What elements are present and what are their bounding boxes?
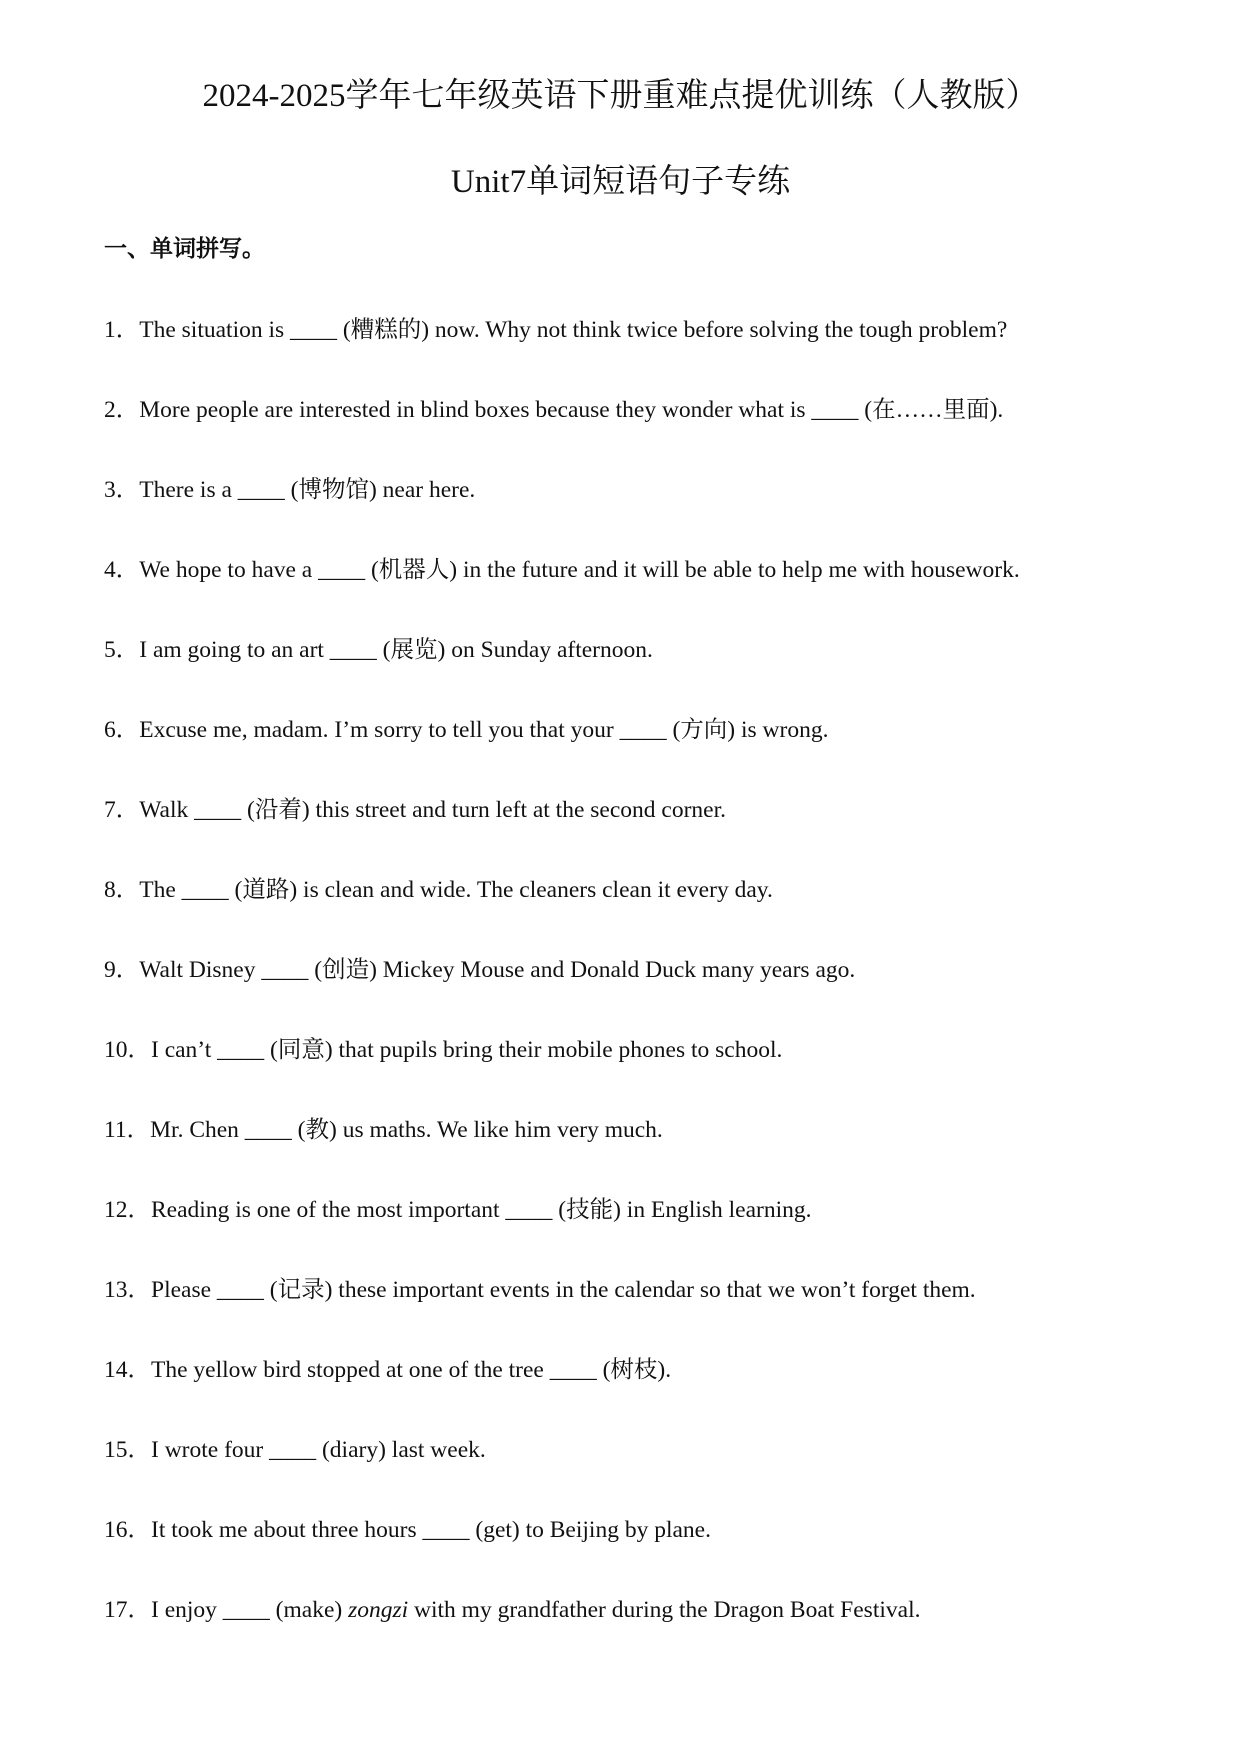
question-item <box>104 1430 1204 1510</box>
question-text: Reading is one of the most important ____ (技能) in English learning. <box>151 1197 812 1223</box>
question-text: I wrote four ____ (diary) last week. <box>151 1437 486 1463</box>
question-item <box>104 870 1204 950</box>
question-item <box>104 1190 1204 1270</box>
question-number: 12． <box>104 1197 151 1223</box>
question-text: I enjoy ____ (make) zongzi with my grandfather during the Dragon Boat Festival. <box>151 1597 921 1623</box>
question-item <box>104 390 1204 470</box>
question-text: Excuse me, madam. I’m sorry to tell you that your ____ (方向) is wrong. <box>139 717 829 743</box>
question-number: 9． <box>104 957 140 983</box>
question-number: 1． <box>104 317 140 343</box>
question-number: 4． <box>104 557 140 583</box>
question-text: It took me about three hours ____ (get) to Beijing by plane. <box>151 1517 711 1543</box>
question-text: Walt Disney ____ (创造) Mickey Mouse and Donald Duck many years ago. <box>139 957 856 983</box>
question-text: Walk ____ (沿着) this street and turn left at the second corner. <box>139 797 726 823</box>
question-item <box>104 950 1204 1030</box>
question-item <box>104 1590 1204 1670</box>
question-item <box>104 310 1204 390</box>
question-item <box>104 470 1204 550</box>
question-item <box>104 550 1204 630</box>
question-number: 17． <box>104 1597 151 1623</box>
question-number: 13． <box>104 1277 151 1303</box>
question-number: 14． <box>104 1357 151 1383</box>
question-text: I am going to an art ____ (展览) on Sunday afternoon. <box>139 637 653 663</box>
question-number: 10． <box>104 1037 151 1063</box>
question-list <box>104 310 1204 1670</box>
question-number: 6． <box>104 717 140 743</box>
question-text: The situation is ____ (糟糕的) now. Why not think twice before solving the tough problem? <box>139 317 1008 343</box>
question-number: 3． <box>104 477 140 503</box>
question-number: 2． <box>104 397 140 423</box>
question-number: 15． <box>104 1437 151 1463</box>
question-text: Mr. Chen ____ (教) us maths. We like him very much. <box>150 1117 663 1143</box>
question-text: Please ____ (记录) these important events in the calendar so that we won’t forget them. <box>151 1277 976 1303</box>
question-item <box>104 1270 1204 1350</box>
document-title: 2024-2025学年七年级英语下册重难点提优训练（人教版） <box>202 78 1039 114</box>
question-item <box>104 630 1204 710</box>
question-text: I can’t ____ (同意) that pupils bring their mobile phones to school. <box>151 1037 783 1063</box>
question-number: 7． <box>104 797 140 823</box>
question-text: The yellow bird stopped at one of the tree ____ (树枝). <box>151 1357 672 1383</box>
question-item <box>104 790 1204 870</box>
question-number: 11． <box>104 1117 151 1143</box>
question-number: 8． <box>104 877 140 903</box>
document-subtitle: Unit7单词短语句子专练 <box>450 164 791 200</box>
question-text: There is a ____ (博物馆) near here. <box>139 477 476 503</box>
question-item <box>104 1030 1204 1110</box>
question-text: We hope to have a ____ (机器人) in the future and it will be able to help me with housework. <box>139 557 1020 583</box>
question-item <box>104 1510 1204 1590</box>
section-heading: 一、单词拼写。 <box>104 236 265 262</box>
question-number: 16． <box>104 1517 151 1543</box>
question-item <box>104 1110 1204 1190</box>
question-item <box>104 710 1204 790</box>
question-item <box>104 1350 1204 1430</box>
question-text: The ____ (道路) is clean and wide. The cleaners clean it every day. <box>139 877 773 903</box>
question-number: 5． <box>104 637 140 663</box>
question-text: More people are interested in blind boxes because they wonder what is ____ (在……里面). <box>139 397 1004 423</box>
